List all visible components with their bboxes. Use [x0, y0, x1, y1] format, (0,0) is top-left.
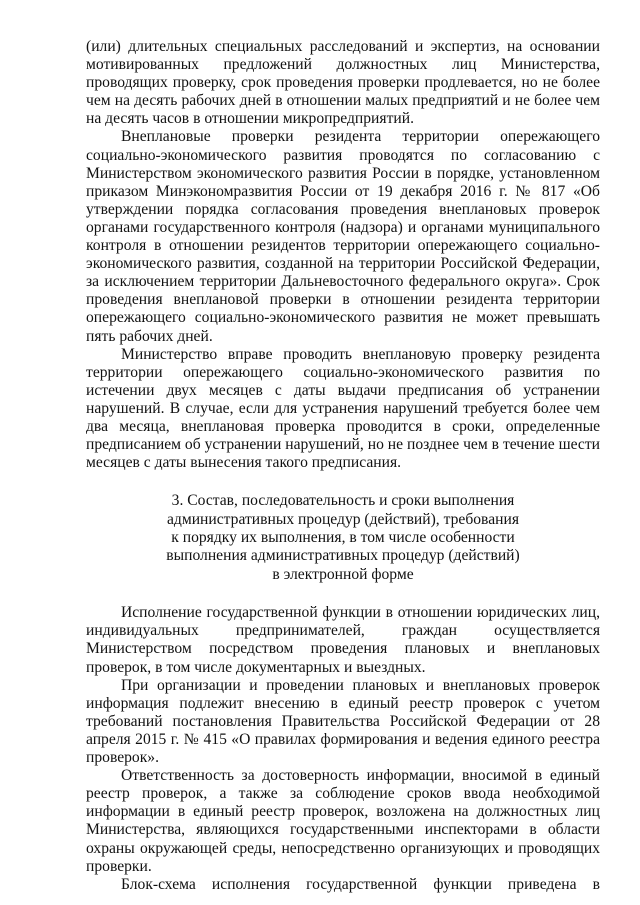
- paragraph-unscheduled-inspections-residents: Внеплановые проверки резидента территории опережающего социально-экономического развития проводятся по согласованию с Министерством экономического развития России в порядке, установленном приказом Минэкономразвития России от 19 декабря 2016 г. № 817 «Об утверждении порядка согласования проведения внеплановых проверок органами государственного контроля (надзора) и органами муниципального контроля в отношении резидентов территории опережающего социально-экономического развития, созданной на территории Российской Федерации, за исключением территории Дальневосточного федерального округа». Срок проведения внеплановой проверки в отношении резидента территории опережающего социально-экономического развития не может превышать пять рабочих дней.: [86, 128, 600, 345]
- paragraph-flowchart-reference: Блок-схема исполнения государственной функции приведена в: [121, 875, 600, 893]
- paragraph-investigation-extension: (или) длительных специальных расследований и экспертиз, на основании мотивированных предложений должностных лиц Министерства, проводящих проверку, срок проведения проверки продлевается, но не более чем на десять рабочих дней в отношении малых предприятий и не более чем на десять часов в отношении микропредприятий.: [86, 38, 600, 128]
- section-heading-line: 3. Состав, последовательность и сроки выполнения: [171, 492, 515, 510]
- section-heading-line: к порядку их выполнения, в том числе особенности: [171, 529, 515, 547]
- section-heading-line: в электронной форме: [272, 565, 414, 583]
- paragraph-responsibility: Ответственность за достоверность информации, вносимой в единый реестр проверок, а также за соблюдение сроков ввода необходимой информации в единый реестр проверок, возложена на должностных лиц Министерства, являющихся государственными инспекторами в области охраны окружающей среды, непосредственно организующих и проводящих проверки.: [86, 767, 600, 875]
- paragraph-ministry-unscheduled-right: Министерство вправе проводить внеплановую проверку резидента территории опережающего социально-экономического развития по истечении двух месяцев с даты выдачи предписания об устранении нарушений. В случае, если для устранения нарушений требуется более чем два месяца, внеплановая проверка проводится в сроки, определенные предписанием об устранении нарушений, но не позднее чем в течение шести месяцев с даты вынесения такого предписания.: [86, 345, 600, 472]
- section-heading-line: выполнения административных процедур (действий): [166, 547, 520, 565]
- document-page: [86, 38, 600, 894]
- section-heading-line: административных процедур (действий), требования: [166, 510, 520, 528]
- section-heading: [86, 492, 600, 584]
- spacer: [86, 584, 600, 604]
- paragraph-unified-register: При организации и проведении плановых и внеплановых проверок информация подлежит внесению в единый реестр проверок с учетом требований постановления Правительства Российской Федерации от 28 апреля 2015 г. № 415 «О правилах формирования и ведения единого реестра проверок».: [86, 676, 600, 767]
- paragraph-function-execution: Исполнение государственной функции в отношении юридических лиц, индивидуальных предпринимателей, граждан осуществляется Министерством посредством проведения плановых и внеплановых проверок, в том числе документарных и выездных.: [86, 604, 600, 676]
